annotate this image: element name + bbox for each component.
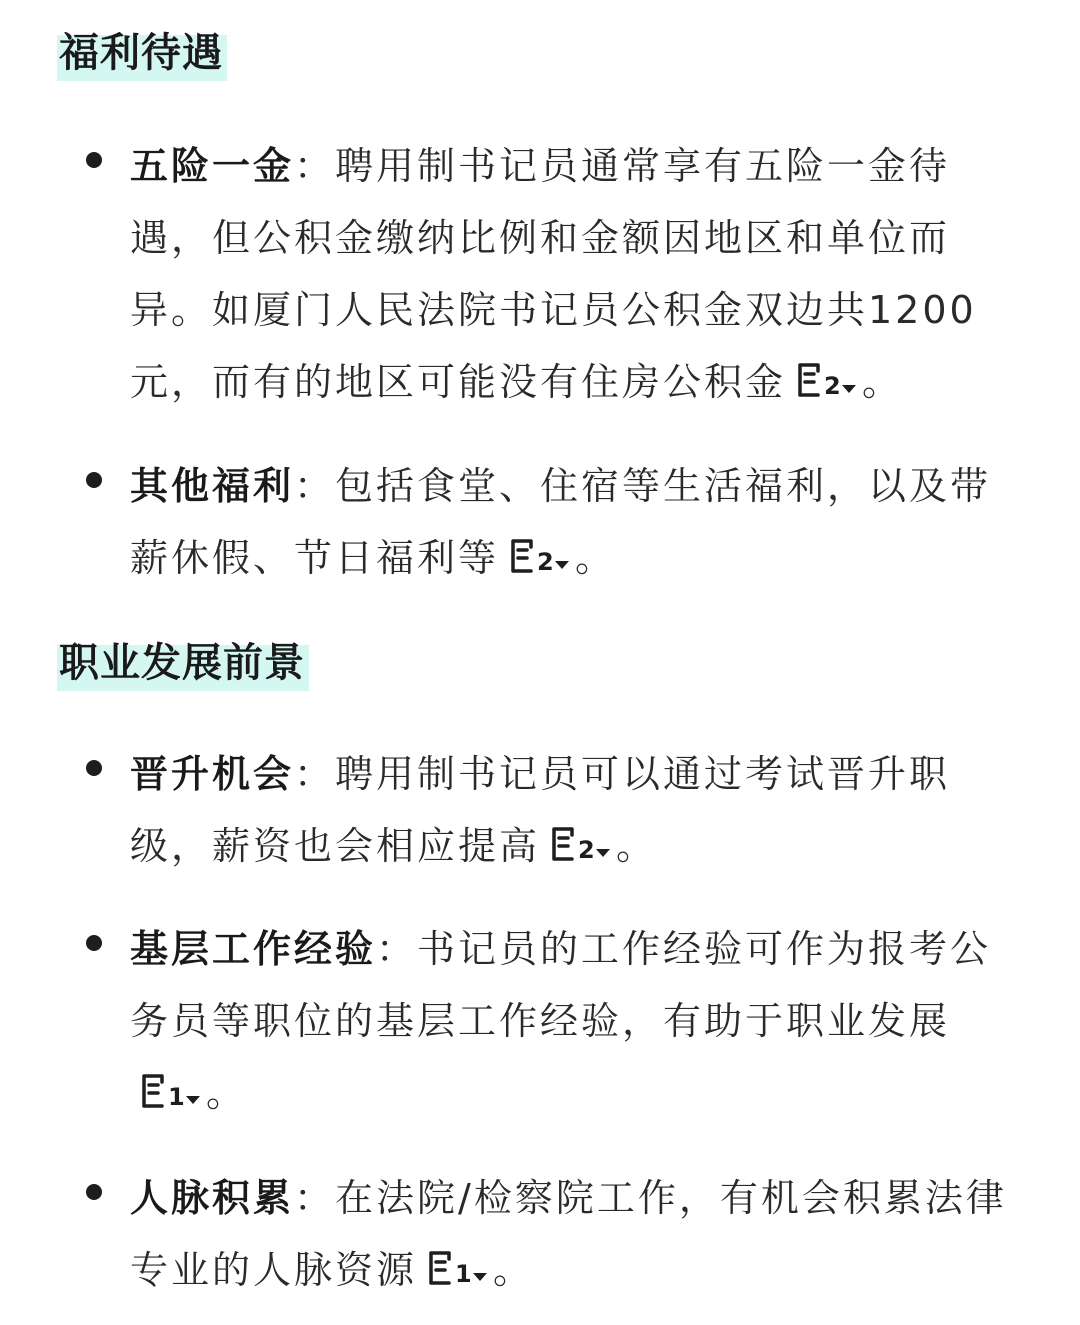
section-heading-benefits: 福利待遇 [57,25,227,81]
caret-down-icon [596,849,610,857]
document-list-icon [550,825,580,865]
list-item-text [130,130,1020,418]
citation-count: 1 [168,1083,185,1111]
caret-down-icon [555,561,569,569]
item-term: 人脉积累 [130,1176,295,1220]
citation-button[interactable] [796,361,856,401]
term-separator: ： [294,752,336,796]
bullet-point [86,760,102,776]
term-separator: ： [294,1176,336,1220]
caret-down-icon [186,1096,200,1104]
document-list-icon [796,361,826,401]
citation-count: 1 [455,1260,472,1288]
citation-button[interactable] [509,537,569,577]
sentence-end: 。 [616,824,658,868]
item-term: 五险一金 [130,144,295,188]
item-body: 包括食堂、住宿等生活福利，以及带薪休假、节日福利等 [130,464,992,580]
citation-button[interactable] [140,1072,200,1112]
document-list-icon [509,537,539,577]
item-body: 聘用制书记员通常享有五险一金待遇，但公积金缴纳比例和金额因地区和单位而异。如厦门人民法院书记员公积金双边共1200元，而有的地区可能没有住房公积金 [130,144,977,404]
sentence-end: 。 [575,536,617,580]
term-separator: ： [294,144,336,188]
list-item-text [130,738,1020,882]
citation-count: 2 [824,372,841,400]
caret-down-icon [473,1273,487,1281]
caret-down-icon [842,385,856,393]
document-list-icon [140,1072,170,1112]
bullet-point [86,935,102,951]
bullet-point [86,152,102,168]
bullet-point [86,1184,102,1200]
item-term: 晋升机会 [130,752,295,796]
item-body: 聘用制书记员可以通过考试晋升职级，薪资也会相应提高 [130,752,951,868]
document-list-icon [427,1249,457,1289]
list-item-text [130,450,1020,594]
term-separator: ： [294,464,336,508]
sentence-end: 。 [493,1248,535,1292]
term-separator: ： [376,927,418,971]
item-term: 基层工作经验 [130,927,377,971]
sentence-end: 。 [206,1071,248,1115]
item-body: 在法院/检察院工作，有机会积累法律专业的人脉资源 [130,1176,1007,1292]
list-item-text [130,913,1020,1129]
section-heading-career: 职业发展前景 [57,635,309,691]
list-item-text [130,1162,1020,1306]
citation-button[interactable] [427,1249,487,1289]
sentence-end: 。 [862,360,904,404]
item-term: 其他福利 [130,464,295,508]
bullet-point [86,472,102,488]
item-body: 书记员的工作经验可作为报考公务员等职位的基层工作经验，有助于职业发展 [130,927,992,1043]
citation-count: 2 [578,836,595,864]
citation-count: 2 [537,548,554,576]
citation-button[interactable] [550,825,610,865]
